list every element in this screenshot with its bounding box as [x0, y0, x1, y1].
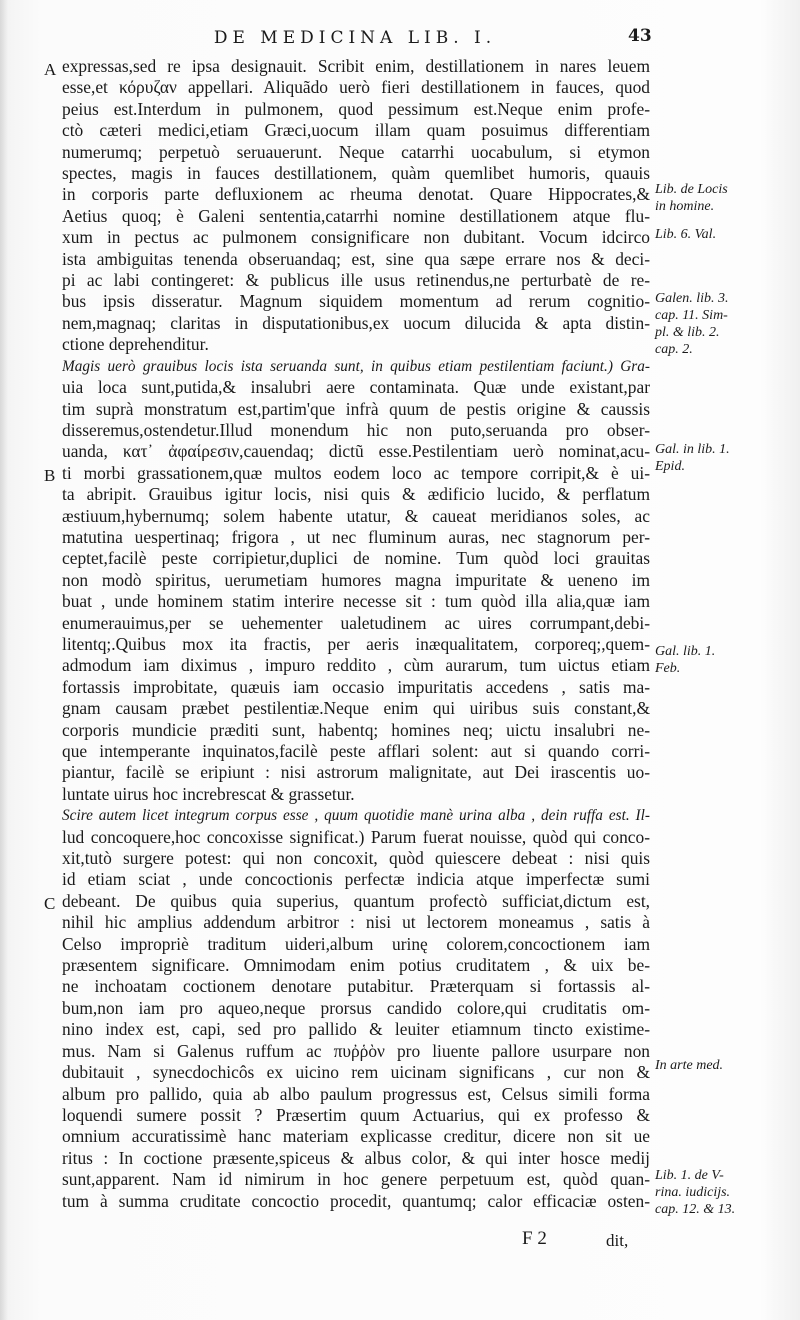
- signature-mark: F 2: [522, 1228, 547, 1249]
- text-line: expressas,sed re ipsa designauit. Scribit enim, destillationem in nares leuem: [62, 56, 650, 76]
- text-line: tum à summa cruditate concoctio procedit, quantumq; calor efficaciæ osten-: [62, 1190, 650, 1211]
- main-text-block: [62, 56, 650, 1212]
- text-line: sunt,apparent. Nam id nimirum in hoc genere perpetuum est, quòd quan-: [62, 1169, 650, 1190]
- text-line: lud concoquere,hoc concoxisse significat.) Parum fuerat nouisse, quòd qui conco-: [62, 826, 650, 847]
- text-line: admodum iam diximus , impuro reddito , cùm aurarum, tum uictus etiam: [62, 655, 650, 676]
- text-line: numerumq; perpetuò seruauerunt. Neque catarrhi uocabulum, si etymon: [62, 141, 650, 162]
- section-letter-a: A: [44, 60, 57, 79]
- text-line: mus. Nam si Galenus ruffum ac πυῤῥὸν pro liuente pallore usurpare non: [62, 1040, 650, 1061]
- text-line: nem,magnaq; claritas in disputationibus,ex uocum dilucida & apta distin-: [62, 312, 650, 333]
- text-line: litentq;.Quibus mox ita fractis, per aeris inæqualitatem, corporeq;,quem-: [62, 633, 650, 654]
- lemma-line: Scire autem licet integrum corpus esse , quum quotidie manè urina alba , dein ruffa est. Il-: [62, 807, 650, 825]
- text-line: præsentem significare. Omnimodam enim potius cruditatem , & uix be-: [62, 955, 650, 976]
- text-line: xit,tutò surgere potest: qui non concoxit, quòd quiescere debeat : nisi quis: [62, 848, 650, 869]
- text-line: bum,non iam pro aqueo,neque prorsus candido colore,qui cruditatis om-: [62, 997, 650, 1018]
- lemma-line: Magis uerò grauibus locis ista seruanda sunt, in quibus etiam pestilentiam faciunt.) Gra-: [62, 357, 650, 375]
- text-line: ctione deprehenditur.: [62, 334, 209, 355]
- text-line: spectes, magis in fauces destillationem, quàm quemlibet humoris, quauis: [62, 163, 650, 184]
- text-line: fortassis improbitate, quæuis iam occasio impuritatis accedens , satis ma-: [62, 676, 650, 697]
- margin-note: Galen. lib. 3. cap. 11. Sim- pl. & lib. 2. cap. 2.: [655, 291, 729, 357]
- text-line: ctò cæteri medici,etiam Græci,uocum illam quam posuimus differentiam: [62, 120, 650, 141]
- text-line: piantur, facilè se eripiunt : nisi astrorum malignitate, aut Dei irascentis uo-: [62, 762, 650, 783]
- margin-note: Lib. 6. Val.: [655, 227, 717, 242]
- text-line: esse,et κόρυζαν appellari. Aliquãdo uerò fieri destillationem in fauces, quod: [62, 77, 650, 98]
- text-line: omnium accuratissimè hanc materiam explicasse creditur, dicere non sit ue: [62, 1126, 650, 1147]
- text-line: loquendi sumere possit ? Præsertim quum Actuarius, qui ex professo &: [62, 1104, 650, 1125]
- text-line: non modò spiritus, uerumetiam humores magna impuritate & ueneno im: [62, 569, 650, 590]
- text-line: enumerauimus,per se uehementer ualetudinem ac uires corrumpant,debi-: [62, 612, 650, 633]
- text-line: disseremus,ostendetur.Illud monendum hic non puto,seruanda pro obser-: [62, 419, 650, 440]
- section-letter-b: B: [44, 466, 56, 485]
- text-line: xum in pectus ac pulmonem consignificare non dubitant. Vocum idcirco: [62, 227, 650, 248]
- text-line: Celso impropriè traditum uideri,album urinę colorem,concoctionem iam: [62, 933, 650, 954]
- text-line: ritus : In coctione præsente,spiceus & albus color, & qui inter hosce medij: [62, 1147, 650, 1168]
- margin-note: Gal. lib. 1. Feb.: [655, 644, 716, 676]
- margin-note: Lib. de Locis in homine.: [655, 182, 728, 214]
- text-line: bus ipsis disseratur. Magnum siquidem momentum ad rerum cognitio-: [62, 291, 650, 312]
- running-head: DE MEDICINA LIB. I.: [213, 28, 497, 48]
- text-line: ta abripit. Grauibus igitur locis, nisi quis & ædificio lucido, & perflatum: [62, 484, 650, 505]
- text-line: nihil hic amplius addendum arbitror : nisi ut lectorem moneamus , satis à: [62, 912, 650, 933]
- text-line: Aetius quoq; è Galeni sententia,catarrhi nomine destillationem atque flu-: [62, 205, 650, 226]
- text-line: album pro pallido, quia ab albo paulum progressus est, Celsus simili forma: [62, 1083, 650, 1104]
- text-line: peius est.Interdum in pulmonem, quod pessimum est.Neque enim profe-: [62, 98, 650, 119]
- text-line: tim suprà monstratum est,partim'que infrà quum de pestis origine & caussis: [62, 398, 650, 419]
- text-line: æstiuum,hybernumq; solem habente utatur, & caueat meridianos soles, ac: [62, 505, 650, 526]
- section-letter-c: C: [44, 894, 56, 913]
- text-line: luntate uirus hoc increbrescat & grassetur.: [62, 783, 355, 804]
- text-line: ti morbi grassationem,quæ multos eodem loco ac tempore corripit,& è ui-: [62, 462, 650, 483]
- text-line: ne inchoatam coctionem denotare putabitur. Præterquam si fortassis al-: [62, 976, 650, 997]
- text-line: buat , unde hominem statim interire necesse sit : tum quòd illa alia,quæ iam: [62, 591, 650, 612]
- text-line: ceptet,facilè peste corripietur,duplici de nomine. Tum quòd loci grauitas: [62, 548, 650, 569]
- page-number: 43: [628, 26, 652, 46]
- text-line: gnam causam præbet pestilentiæ.Neque enim qui uiribus suis constant,&: [62, 698, 650, 719]
- text-line: corporis mundicie præditi sunt, habentq; homines neq; uictu insalubri ne-: [62, 719, 650, 740]
- text-line: matutina uespertinaq; frigora , ut nec fluminum auras, nec stagnorum per-: [62, 526, 650, 547]
- text-line: debeant. De quibus quia superius, quantum profectò sufficiat,dictum est,: [62, 890, 650, 911]
- catchword: dit,: [606, 1231, 629, 1250]
- margin-note: Lib. 1. de V- rina. iudicijs. cap. 12. & 13.: [655, 1168, 736, 1217]
- margin-note: Gal. in lib. 1. Epid.: [655, 442, 730, 474]
- text-line: ista ambiguitas tenenda obseruandaq; est, sine qua sæpe errare nos & deci-: [62, 248, 650, 269]
- margin-note: In arte med.: [655, 1058, 724, 1073]
- text-line: in corporis parte defluxionem ac rheuma denotat. Quare Hippocrates,&: [62, 184, 650, 205]
- text-line: nino index est, capi, sed pro pallido & leuiter etiamnum tincto existime-: [62, 1019, 650, 1040]
- text-line: uia loca sunt,putida,& insalubri aere contaminata. Quæ unde existant,par: [62, 377, 650, 398]
- text-line: dubitauit , synecdochicôs ex uicino rem uicinam significans , cur non &: [62, 1062, 650, 1083]
- text-line: que intemperante inquinatos,facilè peste afflari solent: aut si quando corri-: [62, 741, 650, 761]
- text-line: uanda, κατ᾽ ἀφαίρεσιν,cauendaq; dictũ esse.Pestilentiam uerò nominat,acu-: [62, 441, 650, 462]
- text-line: pi ac labi contingeret: & publicus ille usus retinendus,ne perturbatè de re-: [62, 270, 650, 291]
- text-line: id etiam sciat , unde concoctionis perfectæ indicia atque imperfectæ sumi: [62, 869, 650, 890]
